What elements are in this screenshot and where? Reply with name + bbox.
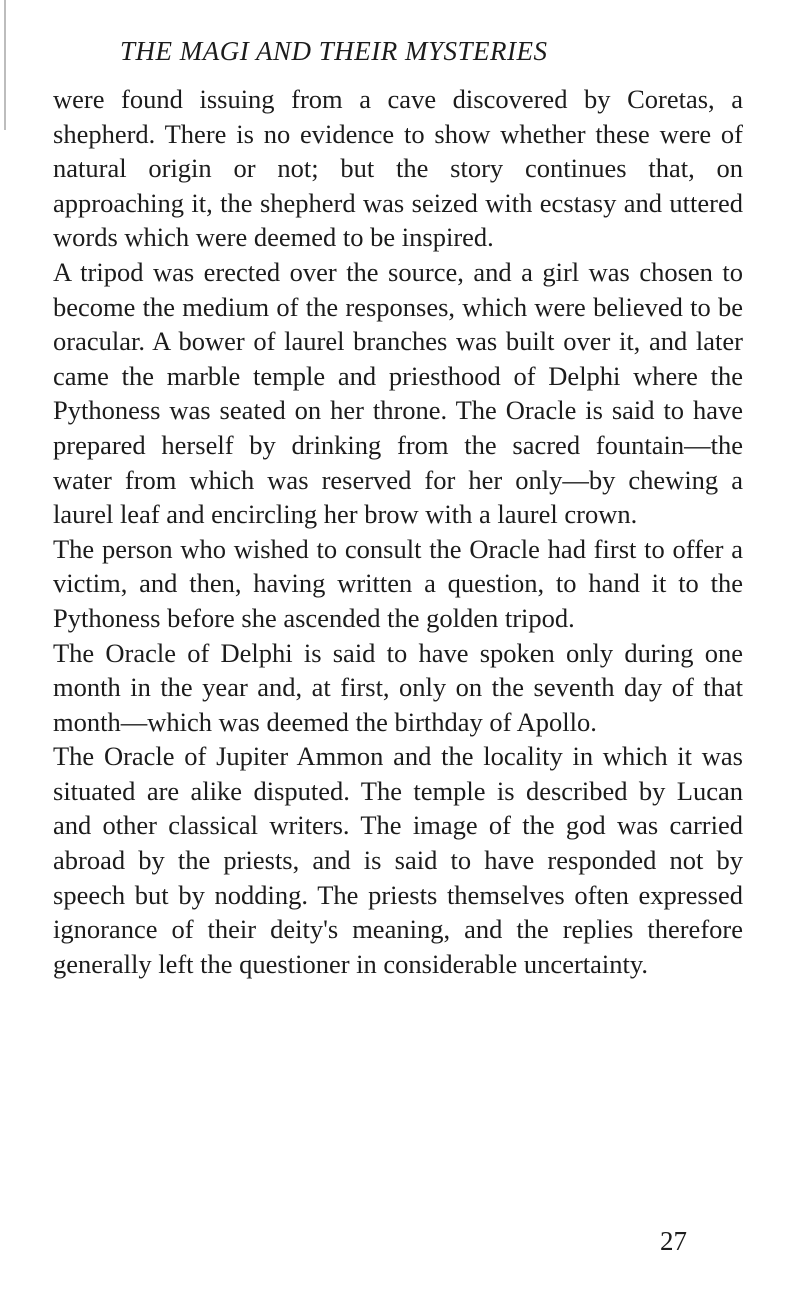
paragraph: were found issuing from a cave discovered by Coretas, a shepherd. There is no evidence to show whether these were of natural origin or not; but the story continues that, on approaching it, the shepherd was seized with ecstasy and uttered words which were deemed to be inspired. xyxy=(53,84,743,253)
paragraph: The Oracle of Delphi is said to have spoken only during one month in the year and, at first, only on the seventh day of that month—which was deemed the birthday of Apollo. xyxy=(53,637,743,737)
page-edge-line xyxy=(4,0,6,130)
paragraph: The Oracle of Jupiter Ammon and the locality in which it was situated are alike disputed. The temple is described by Lucan and other classical writers. The image of the god was carried abroad by the priests, and is said to have responded not by speech but by nodding. The priests themselves often expressed ignorance of their deity's meaning, and the replies therefore generally left the questioner in considerable uncertainty. xyxy=(53,741,743,979)
paragraph: The person who wished to consult the Oracle had first to offer a victim, and then, having written a question, to hand it to the Pythoness before she ascended the golden tripod. xyxy=(53,533,743,633)
paragraph: A tripod was erected over the source, and a girl was chosen to become the medium of the responses, which were believed to be oracular. A bower of laurel branches was built over it, and later came the marble temple and priesthood of Delphi where the Pythoness was seated on her throne. The Oracle is said to have prepared herself by drinking from the sacred fountain—the water from which was reserved for her only—by chewing a laurel leaf and encircling her brow with a laurel crown. xyxy=(53,256,743,530)
body-text xyxy=(53,82,743,981)
running-head: THE MAGI AND THEIR MYSTERIES xyxy=(120,36,548,66)
page-number: 27 xyxy=(660,1226,687,1256)
